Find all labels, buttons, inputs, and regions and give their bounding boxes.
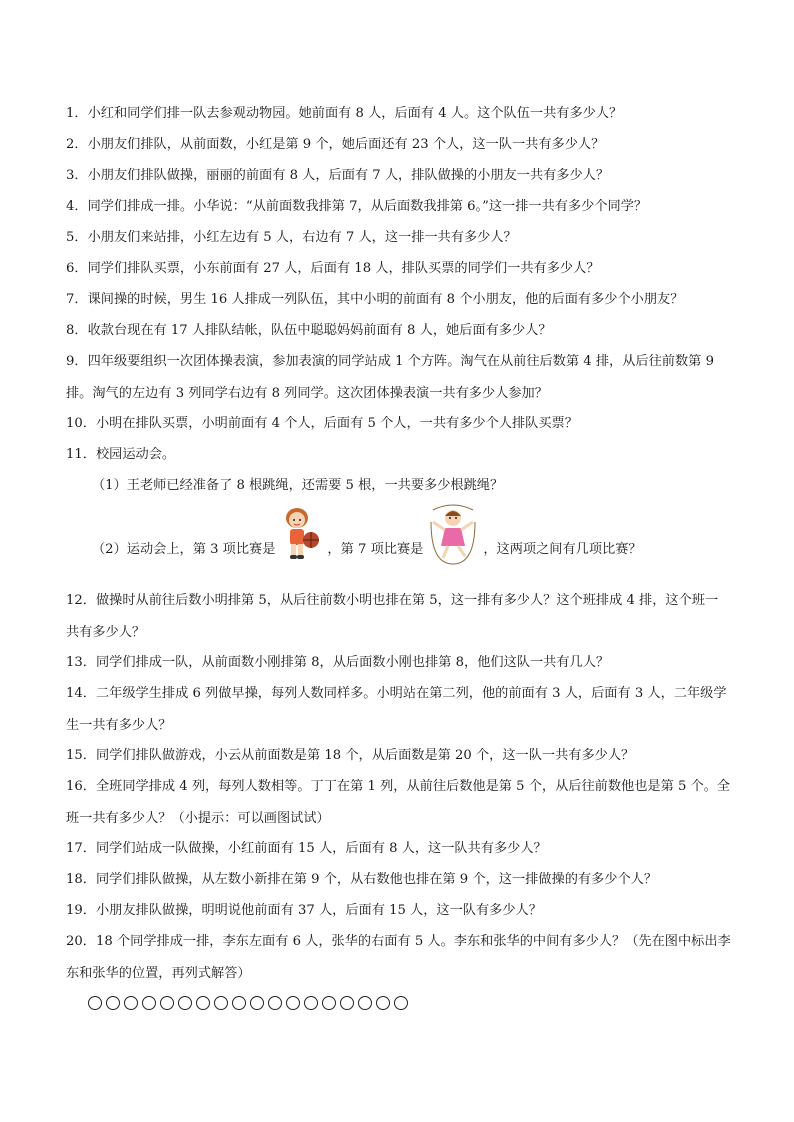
student-circle	[340, 996, 354, 1010]
student-circle	[394, 996, 408, 1010]
question-16: 16．全班同学排成 4 列，每列人数相等。丁丁在第 1 列，从前往后数他是第 5 个，从后往前数他也是第 5 个。全班一共有多少人？（小提示：可以画图试试）	[66, 779, 731, 826]
student-circle	[178, 996, 192, 1010]
question-1: 1．小红和同学们排一队去参观动物园。她前面有 8 人，后面有 4 人。这个队伍一共有多少人？	[66, 106, 623, 121]
student-circle	[322, 996, 336, 1010]
question-11-part-2: （2）运动会上，第 3 项比赛是 ，第 7 项比赛是 ，这两项之间有几项比赛？	[92, 504, 642, 566]
question-17: 17．同学们站成一队做操，小红前面有 15 人，后面有 8 人，这一队共有多少人？	[66, 841, 547, 856]
question-18: 18．同学们排队做操，从左数小新排在第 9 个，从右数他也排在第 9 个，这一排做操的有多少个人？	[66, 872, 658, 887]
question-15: 15．同学们排队做游戏，小云从前面数是第 18 个，从后面数是第 20 个，这一队一共有多少人？	[66, 748, 635, 763]
question-2: 2．小朋友们排队，从前面数，小红是第 9 个，她后面还有 23 个人，这一队一共有多少人？	[66, 137, 605, 152]
jump-rope-girl-icon	[427, 504, 479, 566]
student-circle	[250, 996, 264, 1010]
student-circle	[232, 996, 246, 1010]
question-7: 7．课间操的时候，男生 16 人排成一列队伍，其中小明的前面有 8 个小朋友，他的后面有多少个小朋友？	[66, 292, 684, 307]
question-13: 13．同学们排成一队，从前面数小刚排第 8，从后面数小刚也排第 8，他们这队一共有几人？	[66, 655, 610, 670]
student-circle	[304, 996, 318, 1010]
question-11: 11．校园运动会。	[66, 447, 176, 462]
question-14: 14．二年级学生排成 6 列做早操，每列人数同样多。小明站在第二列，他的前面有 3 人，后面有 3 人，二年级学生一共有多少人？	[66, 686, 727, 733]
student-circle	[106, 996, 120, 1010]
student-circle	[160, 996, 174, 1010]
student-circle	[214, 996, 228, 1010]
student-circle-row	[88, 996, 408, 1010]
student-circle	[124, 996, 138, 1010]
question-12: 12．做操时从前往后数小明排第 5，从后往前数小明也排在第 5，这一排有多少人？这个班排成 4 排，这个班一共有多少人？	[66, 593, 719, 640]
student-circle	[88, 996, 102, 1010]
question-6: 6．同学们排队买票，小东前面有 27 人，后面有 18 人，排队买票的同学们一共有多少人？	[66, 261, 600, 276]
question-19: 19．小朋友排队做操，明明说他前面有 37 人，后面有 15 人，这一队有多少人？	[66, 903, 542, 918]
student-circle	[376, 996, 390, 1010]
question-8: 8．收款台现在有 17 人排队结帐，队伍中聪聪妈妈前面有 8 人，她后面有多少人？	[66, 323, 552, 338]
question-3: 3．小朋友们排队做操，丽丽的前面有 8 人，后面有 7 人，排队做操的小朋友一共有多少人？	[66, 168, 610, 183]
question-10: 10．小明在排队买票，小明前面有 4 个人，后面有 5 个人，一共有多少个人排队买票？	[66, 416, 578, 431]
question-20: 20．18 个同学排成一排，李东左面有 6 人，张华的右面有 5 人。李东和张华的中间有多少人？（先在图中标出李东和张华的位置，再列式解答）	[66, 934, 731, 981]
student-circle	[358, 996, 372, 1010]
question-9: 9．四年级要组织一次团体操表演，参加表演的同学站成 1 个方阵。淘气在从前往后数第 4 排，从后往前数第 9 排。淘气的左边有 3 列同学右边有 8 列同学。这次团体操表演一共有多少人参加？	[66, 354, 714, 401]
question-11-part-1: （1）王老师已经准备了 8 根跳绳，还需要 5 根，一共要多少根跳绳？	[92, 478, 504, 493]
question-5: 5．小朋友们来站排，小红左边有 5 人，右边有 7 人，这一排一共有多少人？	[66, 230, 517, 245]
student-circle	[142, 996, 156, 1010]
basketball-girl-icon	[279, 504, 323, 566]
student-circle	[196, 996, 210, 1010]
student-circle	[268, 996, 282, 1010]
student-circle	[286, 996, 300, 1010]
question-4: 4．同学们排成一排。小华说：“从前面数我排第 7，从后面数我排第 6。”这一排一共有多少个同学？	[66, 199, 648, 214]
